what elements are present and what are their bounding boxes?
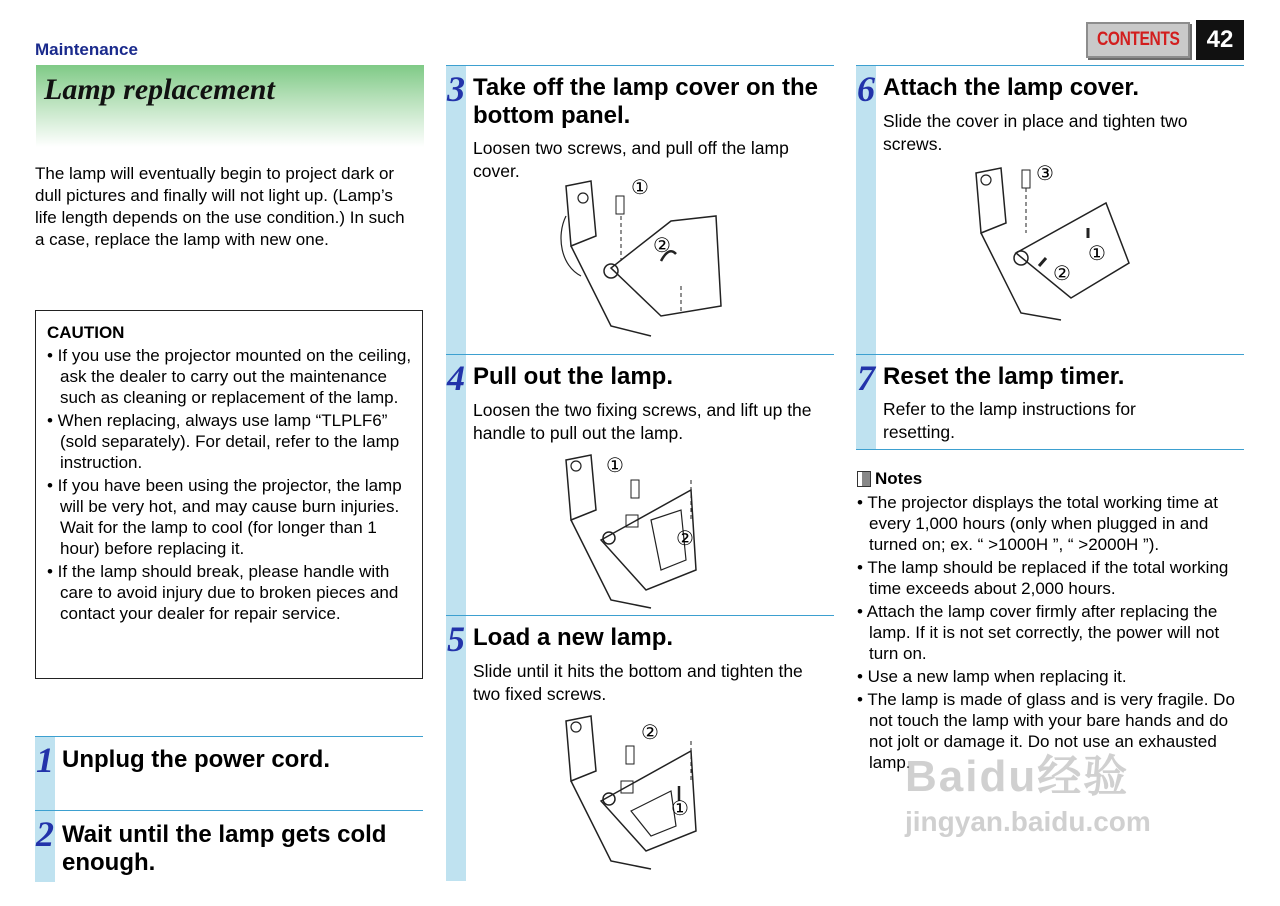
intro-paragraph: The lamp will eventually begin to project dark or dull pictures and finally will not light up. (Lamp’s life length depends on the use condition.) In such a case, replace the lamp with new one.: [35, 164, 405, 249]
page-number: 42: [1196, 20, 1244, 60]
step-title: Unplug the power cord.: [62, 746, 330, 773]
baidu-watermark: [905, 740, 1151, 838]
watermark-url: jingyan.baidu.com: [905, 806, 1151, 837]
step-title: Reset the lamp timer.: [883, 363, 1125, 390]
callout-1: ①: [1088, 241, 1106, 265]
caution-item: • If you have been using the projector, the lamp will be very hot, and may cause burn injuries. Wait for the lamp to cool (for longer than 1 hour) before replacing it.: [47, 476, 402, 558]
watermark-logo-text: Baidu经验: [905, 752, 1130, 801]
step-title: Take off the lamp cover on the bottom panel.: [473, 74, 818, 129]
step-6: [856, 65, 1244, 355]
step-number: 2: [36, 814, 54, 854]
callout-2: ②: [653, 233, 671, 257]
caution-item: • If you use the projector mounted on the ceiling, ask the dealer to carry out the maintenance such as cleaning or replacement of the lamp.: [47, 346, 412, 407]
step-number: 7: [857, 358, 875, 398]
callout-1: ①: [606, 453, 624, 477]
step-title: Pull out the lamp.: [473, 363, 674, 390]
callout-2: ②: [1053, 261, 1071, 285]
caution-box: [35, 310, 423, 679]
step-body: Slide until it hits the bottom and tighten the two fixed screws.: [473, 661, 803, 704]
step-number: 4: [447, 358, 465, 398]
lamp-insertion-illustration: [551, 711, 741, 871]
step-title: Attach the lamp cover.: [883, 74, 1140, 101]
step-title: Wait until the lamp gets cold enough.: [62, 821, 387, 876]
notes-title: Notes: [875, 469, 923, 488]
step-body: Slide the cover in place and tighten two screws.: [883, 111, 1188, 154]
notes-section: [857, 468, 1242, 775]
notes-header: [857, 468, 1242, 489]
note-item: • Attach the lamp cover firmly after replacing the lamp. If it is not set correctly, the power will not turn on.: [857, 602, 1220, 663]
contents-button[interactable]: [1086, 22, 1190, 58]
step-number: 6: [857, 69, 875, 109]
step-body: Refer to the lamp instructions for resetting.: [883, 399, 1136, 442]
step-3: [446, 65, 834, 355]
step-4: [446, 354, 834, 616]
callout-2: ②: [641, 720, 659, 744]
callout-3: ③: [1036, 161, 1054, 185]
page-title: Lamp replacement: [44, 73, 275, 106]
step-5: [446, 615, 834, 881]
lamp-cover-removal-illustration: [551, 176, 741, 346]
caution-title: CAUTION: [47, 323, 125, 342]
note-item: • The lamp should be replaced if the total working time exceeds about 2,000 hours.: [857, 558, 1229, 598]
notes-icon: [857, 471, 871, 487]
step-number: 1: [36, 740, 54, 780]
step-number: 5: [447, 619, 465, 659]
lamp-cover-attach-illustration: [961, 158, 1151, 328]
caution-item: • If the lamp should break, please handle with care to avoid injury due to broken pieces and contact your dealer for repair service.: [47, 562, 399, 623]
section-label: Maintenance: [35, 40, 138, 59]
contents-button-label: CONTENTS: [1096, 29, 1180, 50]
callout-1: ①: [631, 176, 649, 199]
step-body: Loosen the two fixing screws, and lift up the handle to pull out the lamp.: [473, 400, 812, 443]
note-item: • The projector displays the total working time at every 1,000 hours (only when plugged in and turned on; ex. “ >1000H ”, “ >2000H ”).: [857, 493, 1218, 554]
lamp-removal-illustration: [551, 450, 741, 610]
note-item: • The lamp is made of glass and is very fragile. Do not touch the lamp with your bare hands and do not jolt or damage it. Do not use an exhausted lamp.: [857, 690, 1235, 772]
step-2: [35, 810, 423, 882]
step-title: Load a new lamp.: [473, 624, 674, 651]
step-7: [856, 354, 1244, 450]
step-number: 3: [447, 69, 465, 109]
step-1: [35, 736, 423, 810]
callout-1: ①: [671, 796, 689, 820]
callout-2: ②: [676, 526, 694, 550]
step-body: Loosen two screws, and pull off the lamp cover.: [473, 138, 789, 181]
note-item: • Use a new lamp when replacing it.: [857, 667, 1127, 686]
page-title-box: [36, 65, 424, 147]
caution-item: • When replacing, always use lamp “TLPLF6” (sold separately). For detail, refer to the lamp instruction.: [47, 411, 400, 472]
